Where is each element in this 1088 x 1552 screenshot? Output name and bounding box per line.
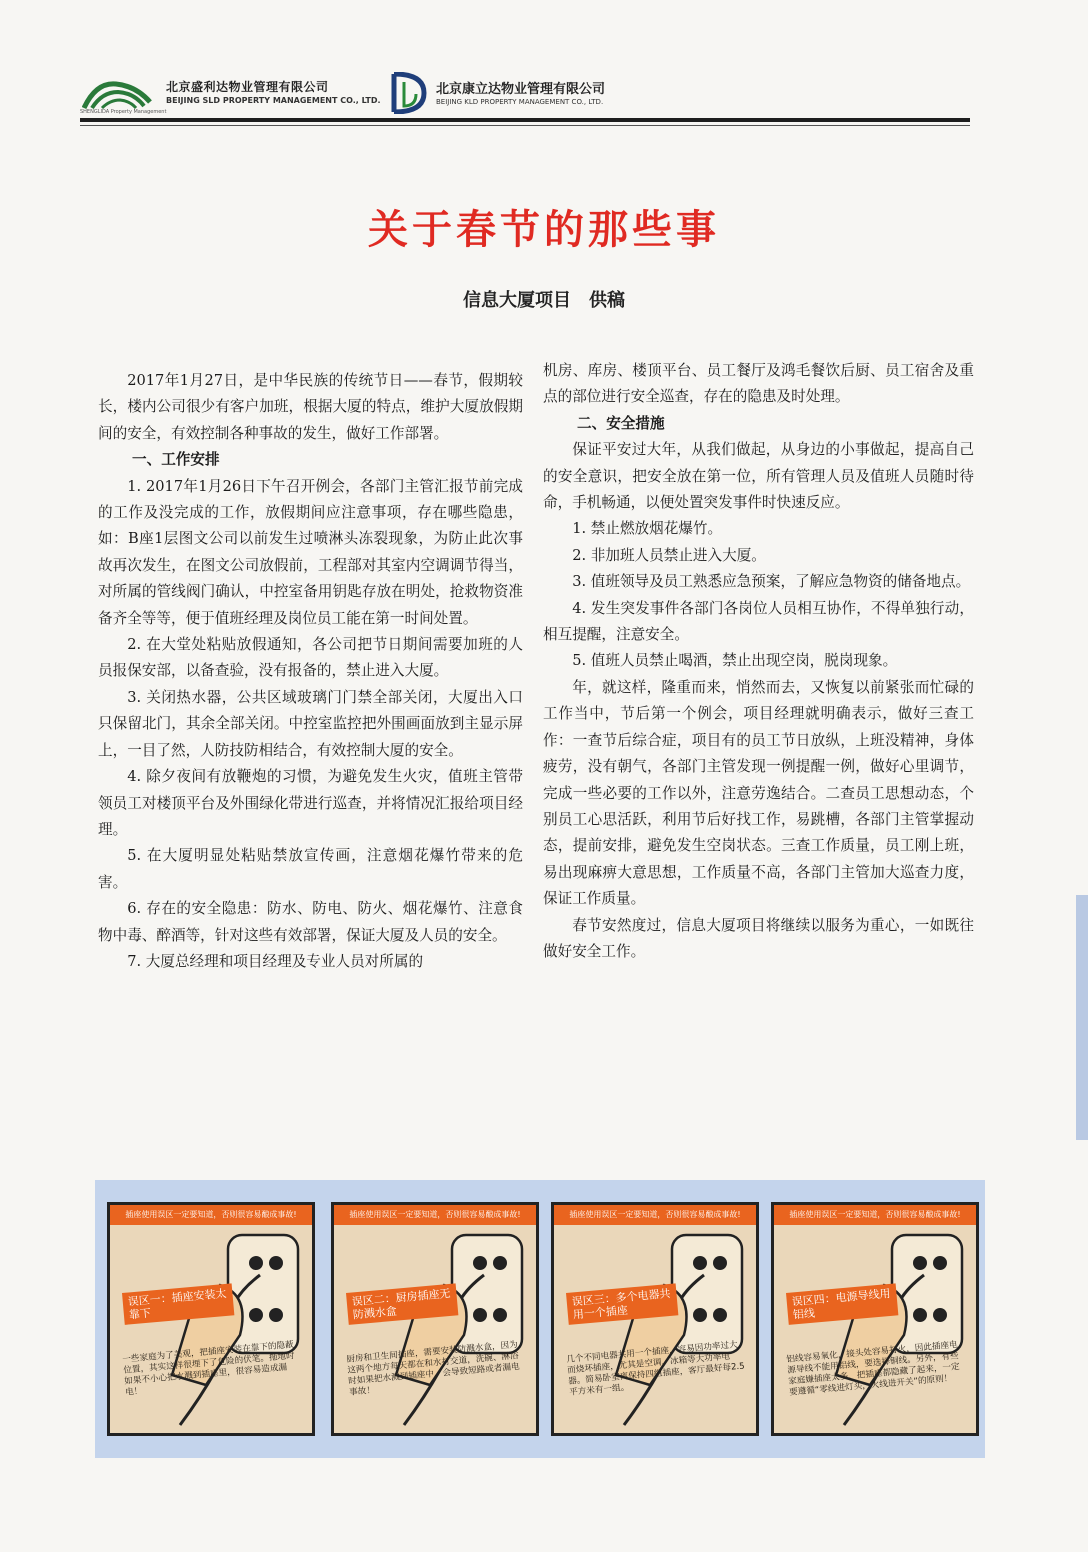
section1-item: 7. 大厦总经理和项目经理及专业人员对所属的: [127, 952, 424, 970]
section2-item: 3. 值班领导及员工熟悉应急预案，了解应急物资的储备地点。: [572, 573, 971, 591]
kld-logo: [390, 72, 650, 116]
socket-hand-illustration: [334, 1225, 536, 1433]
section1-item: 2. 在大堂处粘贴放假通知，各公司把节日期间需要加班的人员报保安部，以备查验，没有报备的，禁止进入大厦。: [98, 636, 523, 680]
poster-text: 一些家庭为了美观，把插座安装在靠下的隐蔽位置，其实这样很埋下了危险的伏笔。拖地时如果不小心把水溅到插座里，很容易造成漏电！: [122, 1340, 296, 1398]
sld-tagline: SHENGLIDA Property Management: [80, 109, 167, 115]
page-edge-tab: [1076, 895, 1088, 1140]
kld-logo-mark: [390, 72, 428, 114]
header-rule: [80, 118, 970, 122]
section2-item: 1. 禁止燃放烟花爆竹。: [572, 520, 723, 538]
left-column: [98, 368, 523, 975]
header-rule-thin: [80, 125, 970, 126]
kld-company-name: 北京康立达物业管理有限公司: [436, 82, 606, 97]
poster-header: 插座使用误区一定要知道，否则很容易酿成事故!: [774, 1205, 976, 1225]
poster-header: 插座使用误区一定要知道，否则很容易酿成事故!: [110, 1205, 312, 1225]
section1-item: 4. 除夕夜间有放鞭炮的习惯，为避免发生火灾，值班主管带领员工对楼顶平台及外围绿化带进行巡查，并将情况汇报给项目经理。: [98, 768, 523, 838]
section2-item: 4. 发生突发事件各部门各岗位人员相互协作，不得单独行动，相互提醒，注意安全。: [543, 599, 974, 644]
section1-item: 6. 存在的安全隐患：防水、防电、防火、烟花爆竹、注意食物中毒、醉酒等，针对这些有效部署，保证大厦及人员的安全。: [98, 900, 523, 944]
sld-logo: [80, 76, 381, 118]
sld-company-name: 北京盛利达物业管理有限公司: [166, 80, 329, 94]
poster-label: 误区三：多个电器共用一个插座: [566, 1283, 678, 1324]
section2-item: 2. 非加班人员禁止进入大厦。: [572, 546, 766, 564]
sld-logo-mark: [82, 78, 152, 112]
poster-header: 插座使用误区一定要知道，否则很容易酿成事故!: [554, 1205, 756, 1225]
closing-paragraph: 春节安然度过，信息大厦项目将继续以服务为重心，一如既往做好安全工作。: [543, 916, 974, 960]
poster-label: 误区一：插座安装太靠下: [122, 1283, 234, 1324]
poster-label: 误区四：电源导线用铝线: [786, 1283, 898, 1324]
page-header: [80, 72, 970, 132]
poster-label: 误区二：厨房插座无防溅水盒: [346, 1283, 458, 1324]
poster-text: 铝线容易氧化，接头处容易打火，因此插座电源导线不能用铝线，要选择铜线。另外，有些家庭嫌插座太多，把插座都隐藏了起来，一定要遵循“零线进灯头，火线进开关”的原则！: [786, 1340, 961, 1398]
section1-item: 3. 关闭热水器，公共区域玻璃门门禁全部关闭，大厦出入口只保留北门，其余全部关闭。中控室监控把外围画面放到主显示屏上，一目了然，人防技防相结合，有效控制大厦的安全。: [98, 688, 523, 759]
poster-panel: [331, 1202, 539, 1436]
sld-company-name-en: BEIJING SLD PROPERTY MANAGEMENT CO., LTD.: [166, 96, 381, 105]
socket-hand-illustration: [774, 1225, 976, 1433]
section2-intro: 保证平安过大年，从我们做起，从身边的小事做起，提高自己的安全意识，把安全放在第一位，所有管理人员及值班人员随时待命，手机畅通，以便处置突发事件时快速反应。: [543, 441, 974, 512]
closing-paragraph: 年，就这样，隆重而来，悄然而去，又恢复以前紧张而忙碌的工作当中，节后第一个例会，项目经理就明确表示，做好三查工作：一查节后综合症，项目有的员工节日放纵，上班没精神，身体疲劳，没有朝气，各部门主管发现一例提醒一例，做好心里调节，完成一些必要的工作以外，注意劳逸结合。二查员工思想动态，个别员工心思活跃，利用节后好找工作，易跳槽，各部门主管掌握动态，提前安排，避免发生空岗状态。三查工作质量，员工刚上班，易出现麻痹大意思想，工作质量不高，各部门主管加大巡查力度，保证工作质量。: [543, 678, 974, 908]
section1-item: 1. 2017年1月26日下午召开例会，各部门主管汇报节前完成的工作及没完成的工作，放假期间应注意事项，存在哪些隐患，如：B座1层图文公司以前发生过喷淋头冻裂现象，为防止此次事故再次发生，在图文公司放假前，工程部对其室内空调调节得当，对所属的管线阀门确认，中控室备用钥匙存放在明处，抢救物资准备齐全等等，便于值班经理及岗位员工能在第一时间处置。: [98, 477, 523, 627]
section1-item: 5. 在大厦明显处粘贴禁放宣传画，注意烟花爆竹带来的危害。: [98, 847, 523, 891]
article-title: 关于春节的那些事: [368, 206, 720, 253]
socket-hand-illustration: [110, 1225, 312, 1433]
kld-company-name-en: BEIJING KLD PROPERTY MANAGEMENT CO., LTD.: [436, 98, 604, 106]
poster-text: 厨房和卫生间插座，需要安装防溅水盒，因为这两个地方每天都在和水打交道，洗碗、淋浴时如果把水溅到插座中，会导致短路或者漏电事故！: [346, 1340, 521, 1398]
socket-hand-illustration: [554, 1225, 756, 1433]
poster-panel: [551, 1202, 759, 1436]
intro-paragraph: 2017年1月27日，是中华民族的传统节日——春节，假期较长，楼内公司很少有客户加班，根据大厦的特点，维护大厦放假期间的安全，有效控制各种事故的发生，做好工作部署。: [98, 372, 523, 442]
poster-panel: [107, 1202, 315, 1436]
poster-header: 插座使用误区一定要知道，否则很容易酿成事故!: [334, 1205, 536, 1225]
poster-panel: [771, 1202, 979, 1436]
poster-text: 几个不同电器共用一个插座，容易因功率过大而烧坏插座，尤其是空调、冰箱等大功率电器。简易卧室离保持四组插座，客厅最好每2.5平方米有一组。: [566, 1340, 746, 1398]
section1-heading: 一、工作安排: [132, 451, 220, 469]
section2-item: 5. 值班人员禁止喝酒，禁止出现空岗，脱岗现象。: [572, 652, 898, 670]
section1-item7-continued: 机房、库房、楼顶平台、员工餐厅及鸿毛餐饮后厨、员工宿舍及重点的部位进行安全巡查，存在的隐患及时处理。: [543, 362, 974, 406]
article-byline: 信息大厦项目 供稿: [463, 290, 625, 311]
right-column: [543, 358, 974, 965]
section2-heading: 二、安全措施: [577, 414, 665, 432]
